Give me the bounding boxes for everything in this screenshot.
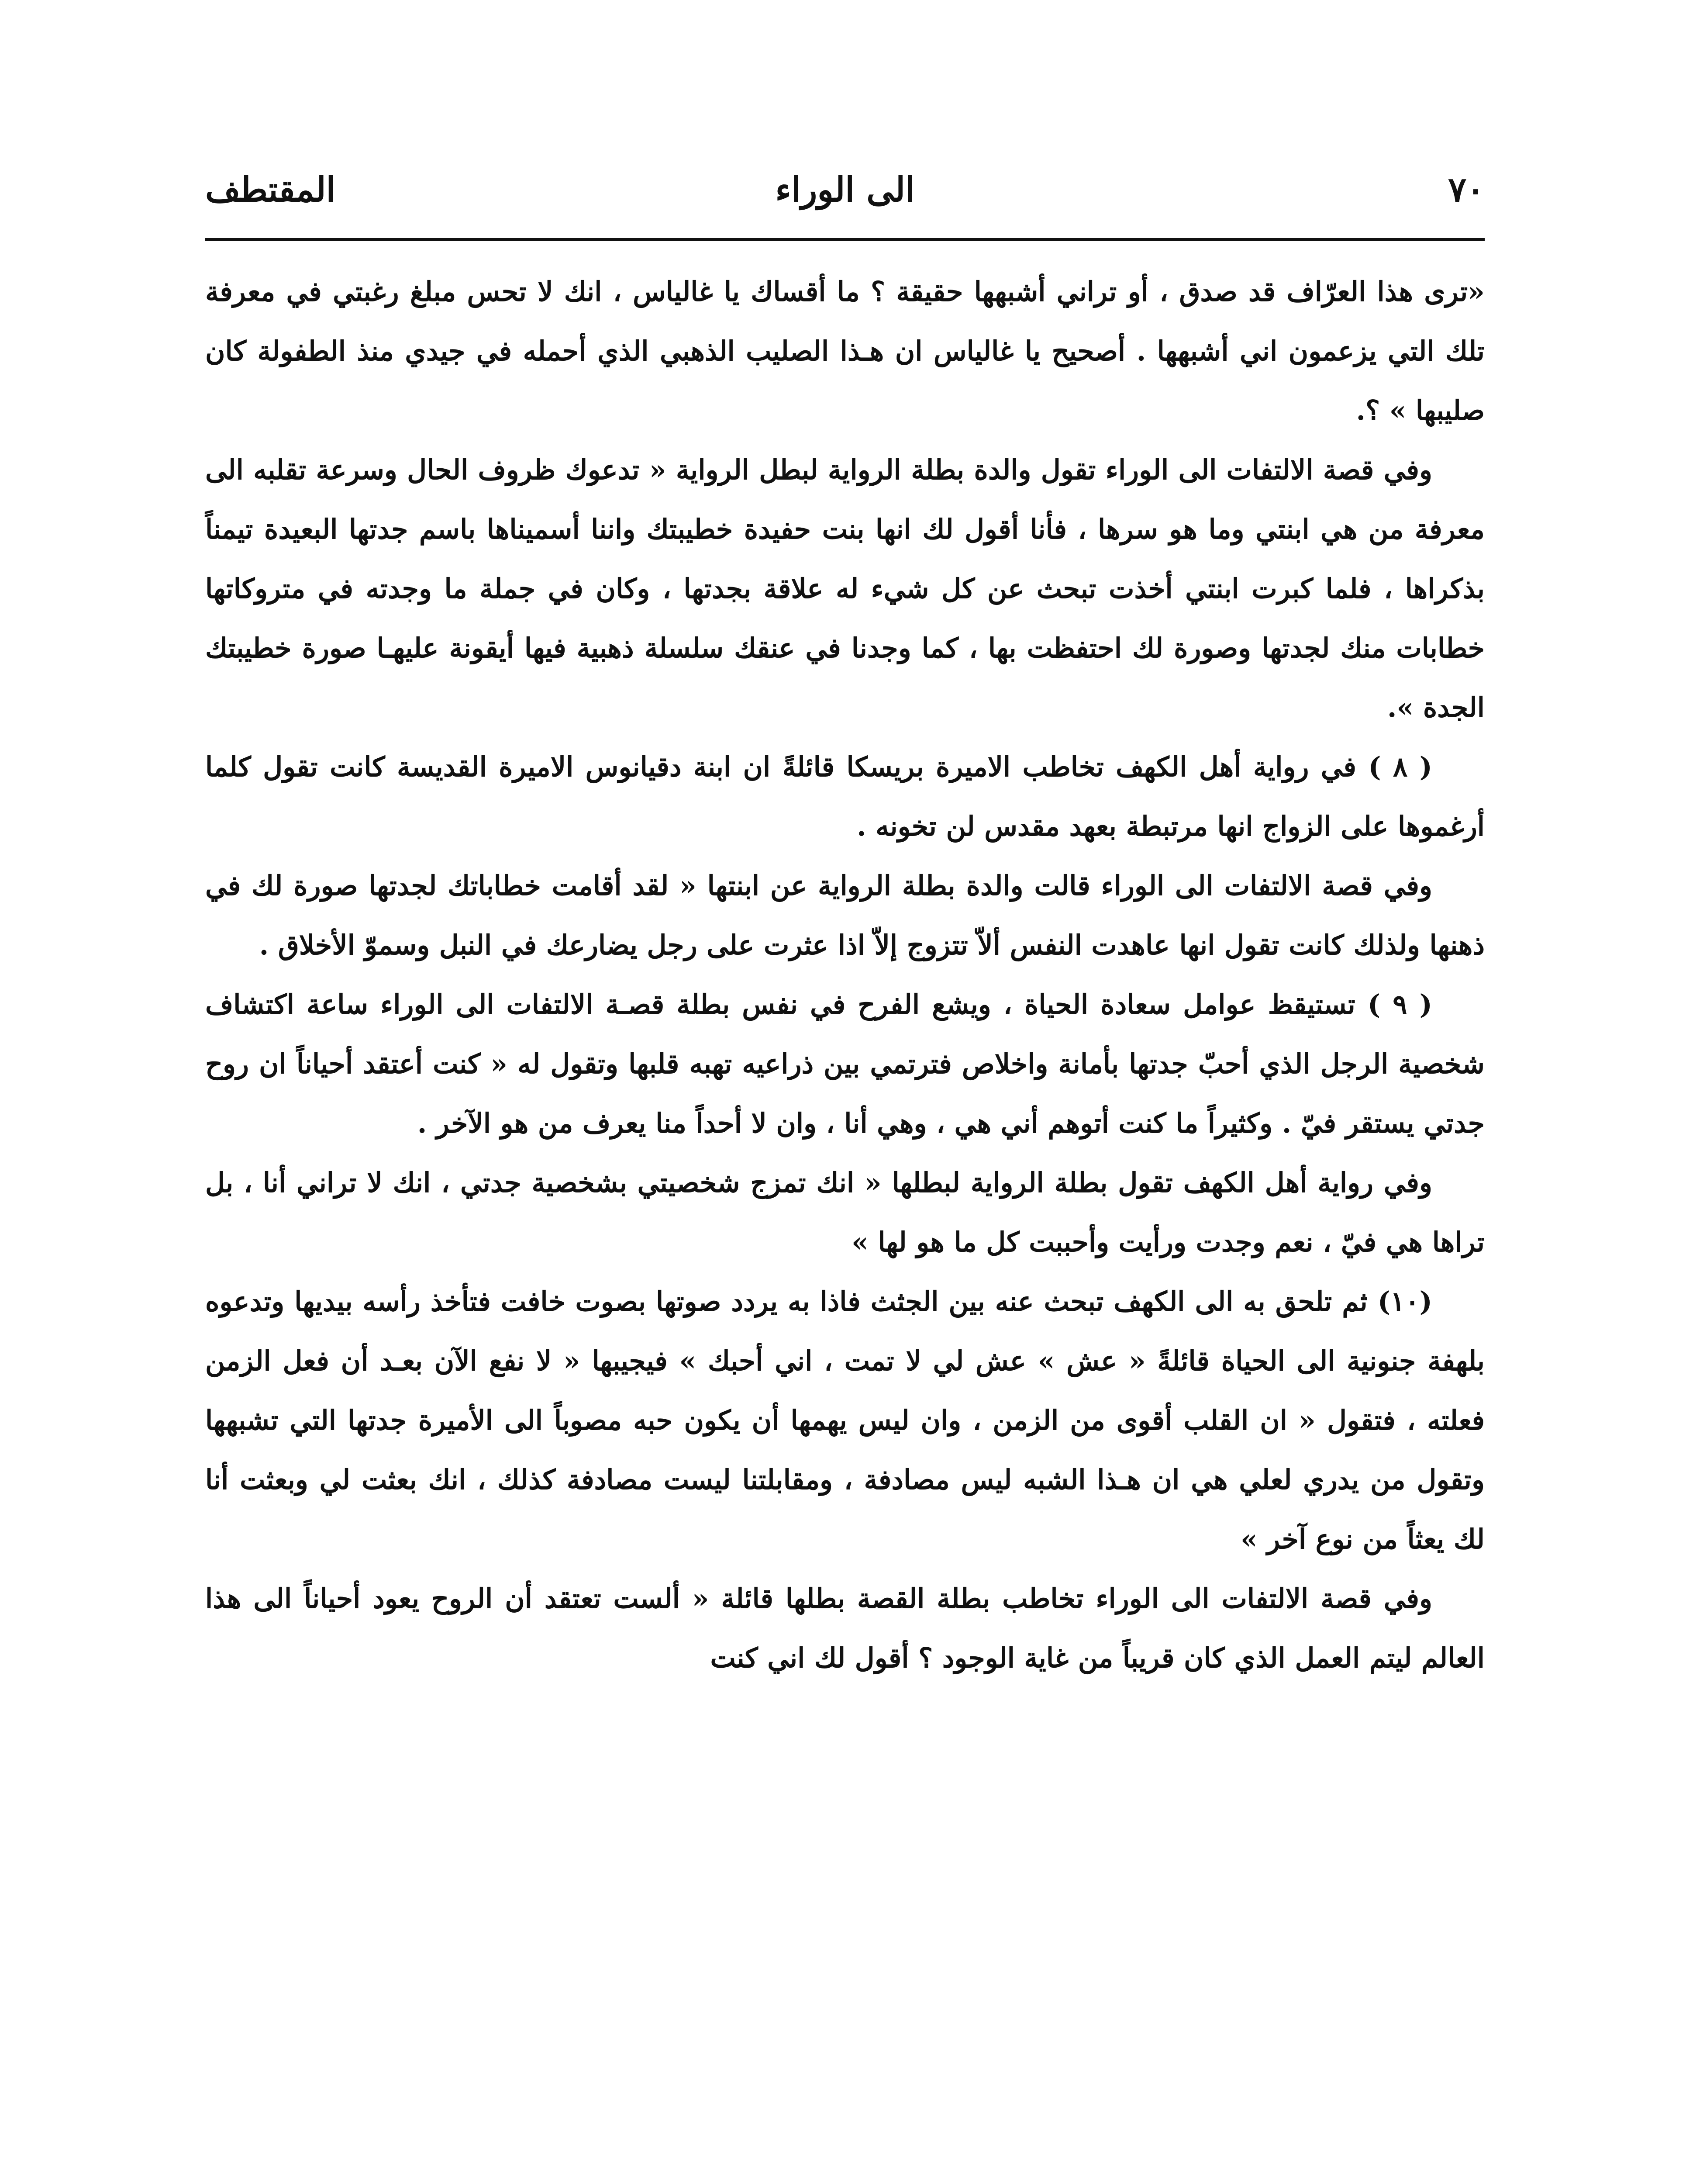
paragraph-6: وفي رواية أهل الكهف تقول بطلة الرواية لبطلها « انك تمزج شخصيتي بشخصية جدتي ، انك لا تراني أنا ، بل تراها هي فيّ ، نعم وجدت ورأيت وأحببت كل ما هو لها » xyxy=(205,1167,1485,1258)
paragraph-7: (١٠) ثم تلحق به الى الكهف تبحث عنه بين الجثث فاذا به يردد صوتها بصوت خافت فتأخذ رأسه بيديها وتدعوه بلهفة جنونية الى الحياة قائلةً « عش » عش لي لا تمت ، اني أحبك » فيجيبها « لا نفع الآن بعـد أن فعل الزمن فعلته ، فتقول « ان القلب أقوى من الزمن ، وان ليس يهمها أن يكون حبه مصوباً الى الأميرة جدتها التي تشبهها وتقول من يدري لعلي هي ان هـذا الشبه ليس مصادفة ، ومقابلتنا ليست مصادفة كذلك ، انك بعثت لي وبعثت أنا لك يعثاً من نوع آخر » xyxy=(205,1286,1485,1555)
article-body xyxy=(205,262,1485,1688)
paragraph-3: ( ٨ ) في رواية أهل الكهف تخاطب الاميرة بريسكا قائلةً ان ابنة دقيانوس الاميرة القديسة كانت تقول كلما أرغموها على الزواج انها مرتبطة بعهد مقدس لن تخونه . xyxy=(205,751,1485,842)
journal-name: المقتطف xyxy=(205,170,336,210)
paragraph-1: «ترى هذا العرّاف قد صدق ، أو تراني أشبهها حقيقة ؟ ما أقساك يا غالياس ، انك لا تحس مبلغ رغبتي في معرفة تلك التي يزعمون اني أشبهها . أصحيح يا غالياس ان هـذا الصليب الذهبي الذي أحمله في جيدي منذ الطفولة كان صليبها » ؟. xyxy=(205,276,1485,426)
paragraph-2: وفي قصة الالتفات الى الوراء تقول والدة بطلة الرواية لبطل الرواية « تدعوك ظروف الحال وسرعة تقلبه الى معرفة من هي ابنتي وما هو سرها ، فأنا أقول لك انها بنت حفيدة خطيبتك واننا أسميناها باسم جدتها البعيدة تيمناً بذكراها ، فلما كبرت ابنتي أخذت تبحث عن كل شيء له علاقة بجدتها ، وكان في جملة ما وجدته في متروكاتها خطابات منك لجدتها وصورة لك احتفظت بها ، كما وجدنا في عنقك سلسلة ذهبية فيها أيقونة عليهـا صورة خطيبتك الجدة ». xyxy=(205,454,1485,723)
header-rule xyxy=(205,238,1485,241)
page-number: ٧٠ xyxy=(1448,170,1485,210)
paragraph-4: وفي قصة الالتفات الى الوراء قالت والدة بطلة الرواية عن ابنتها « لقد أقامت خطاباتك لجدتها صورة لك في ذهنها ولذلك كانت تقول انها عاهدت النفس ألاّ تتزوج إلاّ اذا عثرت على رجل يضارعك في النبل وسموّ الأخلاق . xyxy=(205,870,1485,961)
paragraph-5: ( ٩ ) تستيقظ عوامل سعادة الحياة ، ويشع الفرح في نفس بطلة قصـة الالتفات الى الوراء ساعة اكتشاف شخصية الرجل الذي أحبّ جدتها بأمانة واخلاص فترتمي بين ذراعيه تهبه قلبها وتقول له « كنت أعتقد أحياناً ان روح جدتي يستقر فيّ . وكثيراً ما كنت أتوهم أني هي ، وهي أنا ، وان لا أحداً منا يعرف من هو الآخر . xyxy=(205,988,1485,1139)
page-header xyxy=(205,159,1485,221)
paragraph-8: وفي قصة الالتفات الى الوراء تخاطب بطلة القصة بطلها قائلة « ألست تعتقد أن الروح يعود أحياناً الى هذا العالم ليتم العمل الذي كان قريباً من غاية الوجود ؟ أقول لك اني كنت xyxy=(205,1583,1485,1674)
running-title: الى الوراء xyxy=(775,170,915,210)
